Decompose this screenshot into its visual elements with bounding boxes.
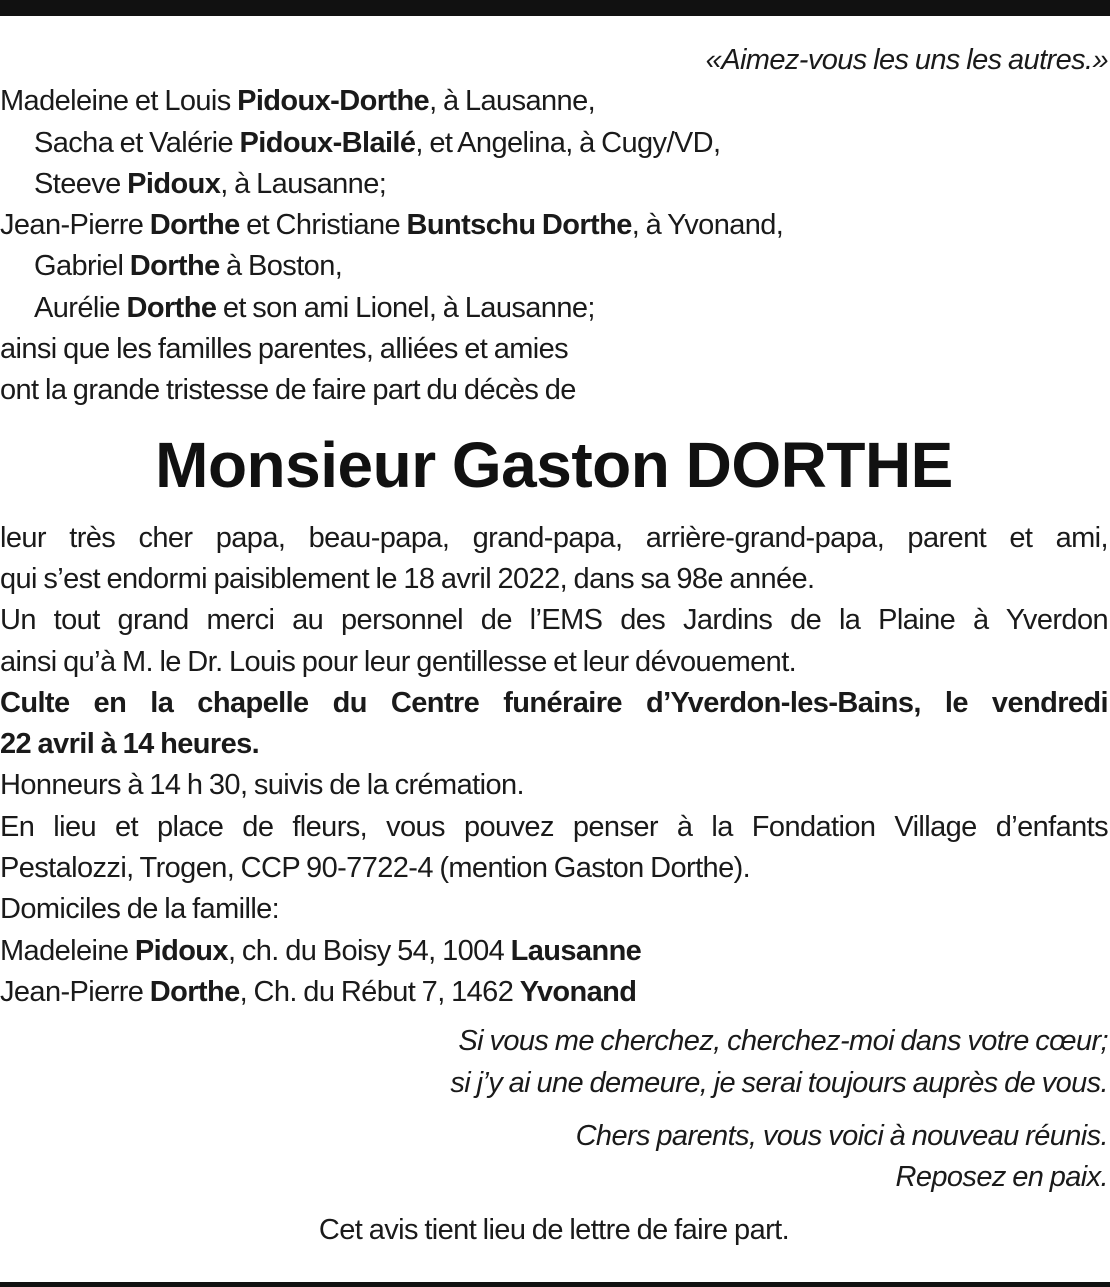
family-line-2 bbox=[0, 123, 1108, 164]
family-surname: Pidoux-Blailé bbox=[239, 126, 416, 159]
address-text: Madeleine bbox=[0, 934, 135, 967]
spacer bbox=[0, 1013, 1108, 1021]
bottom-border-rule bbox=[0, 1282, 1110, 1287]
family-text: Gabriel bbox=[34, 250, 130, 283]
address-text: Jean-Pierre bbox=[0, 975, 150, 1008]
donation-line-2: Pestalozzi, Trogen, CCP 90-7722-4 (mention Gaston Dorthe). bbox=[0, 852, 751, 885]
ceremony-line-1: Culte en la chapelle du Centre funéraire d’Yverdon-les-Bains, le vendredi bbox=[0, 686, 1108, 719]
family-text: et son ami Lionel, à Lausanne; bbox=[216, 291, 595, 324]
body-line-3: Un tout grand merci au personnel de l’EMS des Jardins de la Plaine à Yverdon bbox=[0, 604, 1108, 637]
family-line-7: ainsi que les familles parentes, alliées et amies bbox=[0, 333, 569, 366]
motto: «Aimez-vous les uns les autres.» bbox=[705, 44, 1108, 76]
honours-line: Honneurs à 14 h 30, suivis de la crémation. bbox=[0, 769, 524, 802]
family-text: Aurélie bbox=[34, 291, 127, 324]
family-text: , à Lausanne; bbox=[220, 167, 387, 200]
family-text: à Boston, bbox=[219, 250, 343, 283]
family-text: et Christiane bbox=[239, 209, 407, 242]
address-surname: Pidoux bbox=[134, 934, 228, 967]
verse-line-2: si j’y ai une demeure, je serai toujours auprès de vous. bbox=[450, 1066, 1108, 1099]
family-surname: Dorthe bbox=[129, 250, 220, 283]
body-line-2: qui s’est endormi paisiblement le 18 avril 2022, dans sa 98e année. bbox=[0, 562, 815, 595]
family-line-8: ont la grande tristesse de faire part du décès de bbox=[0, 374, 576, 407]
family-surname: Buntschu Dorthe bbox=[406, 209, 632, 242]
obituary-notice bbox=[0, 40, 1108, 1252]
verse-line-4: Reposez en paix. bbox=[895, 1161, 1108, 1194]
family-text: Madeleine et Louis bbox=[0, 85, 238, 118]
donation-line-1: En lieu et place de fleurs, vous pouvez penser à la Fondation Village d’enfants bbox=[0, 810, 1108, 843]
family-text: Sacha et Valérie bbox=[34, 126, 240, 159]
body-line-4: ainsi qu’à M. le Dr. Louis pour leur gentillesse et leur dévouement. bbox=[0, 645, 797, 678]
ceremony-line-2: 22 avril à 14 heures. bbox=[0, 728, 260, 761]
family-text: Steeve bbox=[34, 167, 128, 200]
family-text: , à Yvonand, bbox=[631, 209, 784, 242]
family-line-4 bbox=[0, 205, 1108, 246]
family-line-5 bbox=[0, 246, 1108, 287]
verse-line-3: Chers parents, vous voici à nouveau réunis. bbox=[575, 1119, 1108, 1152]
address-text: , Ch. du Rébut 7, 1462 bbox=[239, 975, 520, 1008]
family-line-1 bbox=[0, 81, 1108, 122]
spacer bbox=[0, 1104, 1108, 1116]
domiciles-label: Domiciles de la famille: bbox=[0, 893, 280, 926]
address-line-2 bbox=[0, 972, 1108, 1013]
address-town: Lausanne bbox=[510, 934, 642, 967]
address-town: Yvonand bbox=[519, 975, 637, 1008]
family-surname: Pidoux bbox=[127, 167, 221, 200]
top-border-rule bbox=[0, 0, 1110, 16]
body-line-1: leur très cher papa, beau-papa, grand-papa, arrière-grand-papa, parent et ami, bbox=[0, 521, 1108, 554]
family-surname: Pidoux-Dorthe bbox=[237, 85, 430, 118]
family-surname: Dorthe bbox=[149, 209, 240, 242]
family-surname: Dorthe bbox=[126, 291, 217, 324]
family-line-3 bbox=[0, 164, 1108, 205]
family-line-6 bbox=[0, 288, 1108, 329]
spacer bbox=[0, 1198, 1108, 1210]
family-text: , et Angelina, à Cugy/VD, bbox=[415, 126, 721, 159]
address-text: , ch. du Boisy 54, 1004 bbox=[227, 934, 511, 967]
family-text: Jean-Pierre bbox=[0, 209, 150, 242]
deceased-name: Monsieur Gaston DORTHE bbox=[155, 428, 953, 501]
family-text: , à Lausanne, bbox=[429, 85, 596, 118]
address-line-1 bbox=[0, 931, 1108, 972]
footer-note: Cet avis tient lieu de lettre de faire part. bbox=[318, 1214, 790, 1247]
address-surname: Dorthe bbox=[149, 975, 240, 1008]
verse-line-1: Si vous me cherchez, cherchez-moi dans votre cœur; bbox=[458, 1025, 1108, 1058]
